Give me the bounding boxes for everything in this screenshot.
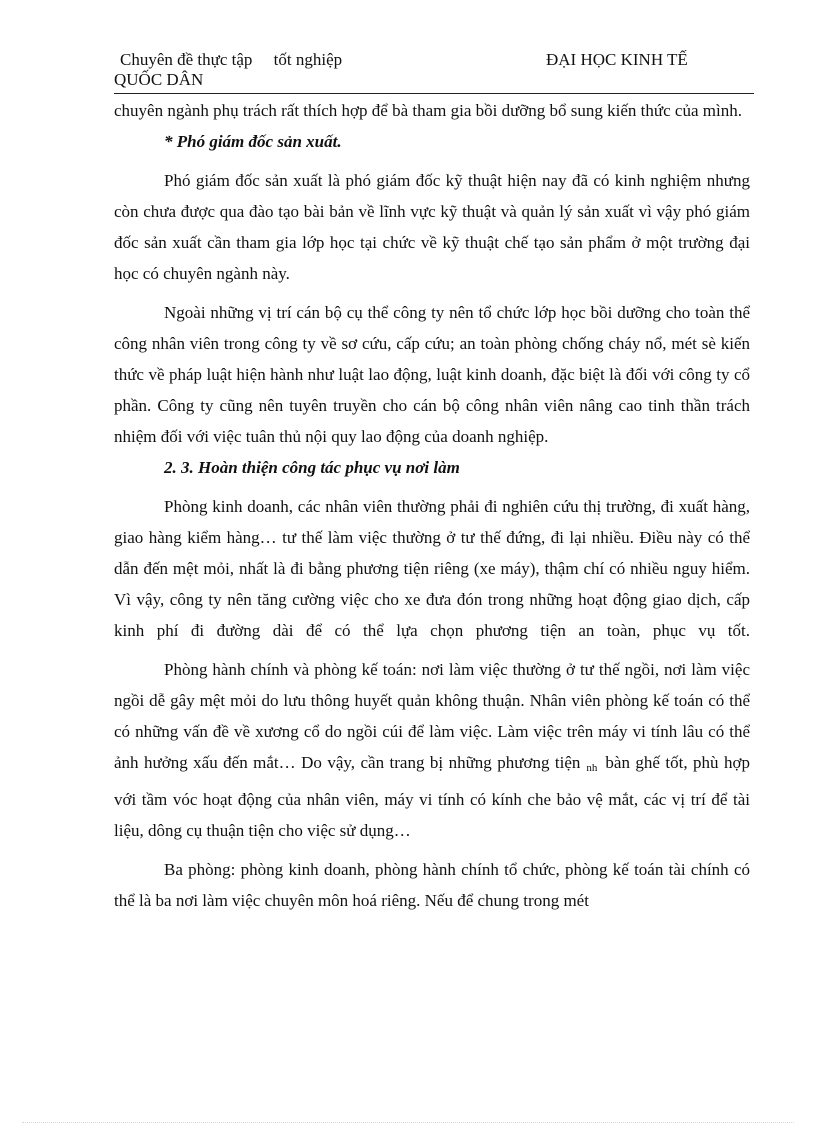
section-heading-2-3: 2. 3. Hoàn thiện công tác phục vụ nơi làm [164, 458, 460, 477]
paragraph-business-dept: Phòng kinh doanh, các nhân viên thường phải đi nghiên cứu thị trường, đi xuất hàng, giao hàng kiểm hàng… tư thế làm việc thường ở tư thế đứng, đi lại nhiều. Điều này có thể dẫn đến mệt mỏi, nhất là đi bằng phương tiện riêng (xe máy), thậm chí có nhiều nguy hiểm. Vì vậy, công ty nên tăng cường việc cho xe đưa đón trong những hoạt động giao dịch, cấp kinh phí đi đường dài để có thể lựa chọn phương tiện an toàn, phục vụ tốt. [114, 497, 750, 640]
paragraph-admin-accounting [114, 654, 750, 846]
paragraph-three-departments: Ba phòng: phòng kinh doanh, phòng hành chính tổ chức, phòng kế toán tài chính có thể là ba nơi làm việc chuyên môn hoá riêng. Nếu để chung trong mét [114, 860, 750, 910]
paragraph-continued: chuyên ngành phụ trách rất thích hợp để bà tham gia bồi dưỡng bổ sung kiến thức của mình. [114, 101, 742, 120]
header-right-title: ĐẠI HỌC KINH TẾ [546, 50, 688, 69]
header-divider [114, 93, 754, 94]
paragraph-admin-accounting-text-1: Phòng hành chính và phòng kế toán: nơi làm việc thường ở tư thế ngồi, nơi làm việc ngồi dễ gây mệt mỏi do lưu thông huyết quản không thuận. Nhân viên phòng kế toán có thể có những vấn đề về xương cổ do ngồi cúi để làm việc. Làm việc trên máy vi tính lâu có thể ảnh hưởng xấu đến mắt… Do vậy, cần trang bị những phương tiện [114, 660, 750, 772]
paragraph-staff-training: Ngoài những vị trí cán bộ cụ thể công ty nên tổ chức lớp học bồi dưỡng cho toàn thể công nhân viên trong công ty về sơ cứu, cấp cứu; an toàn phòng chống cháy nổ, mét sè kiến thức về pháp luật hiện hành như luật lao động, luật kinh doanh, đặc biệt là đối với công ty cổ phần. Công ty cũng nên tuyên truyền cho cán bộ công nhân viên nâng cao tinh thần trách nhiệm đối với việc tuân thủ nội quy lao động của doanh nghiệp. [114, 303, 750, 446]
header-right-title-wrap: QUỐC DÂN [114, 70, 204, 89]
section-heading-production-director: * Phó giám đốc sản xuất. [164, 132, 342, 151]
document-body [114, 95, 750, 916]
subscript-fragment: nh [586, 762, 598, 774]
page-header [114, 50, 754, 94]
header-left-title: Chuyên đề thực tập tốt nghiệp [120, 50, 343, 69]
paragraph-production-director: Phó giám đốc sản xuất là phó giám đốc kỹ thuật hiện nay đã có kinh nghiệm nhưng còn chưa được qua đào tạo bài bản về lĩnh vực kỹ thuật và quản lý sản xuất vì vậy phó giám đốc sản xuất cần tham gia lớp học tại chức về kỹ thuật chế tạo sản phẩm ở một trường đại học có chuyên ngành này. [114, 171, 750, 283]
paragraph-admin-accounting-text-2: bàn ghế tốt, phù hợp với tầm vóc hoạt động của nhân viên, máy vi tính có kính che bảo vệ mắt, các vị trí để tài liệu, dông cụ thuận tiện cho việc sử dụng… [114, 753, 750, 840]
